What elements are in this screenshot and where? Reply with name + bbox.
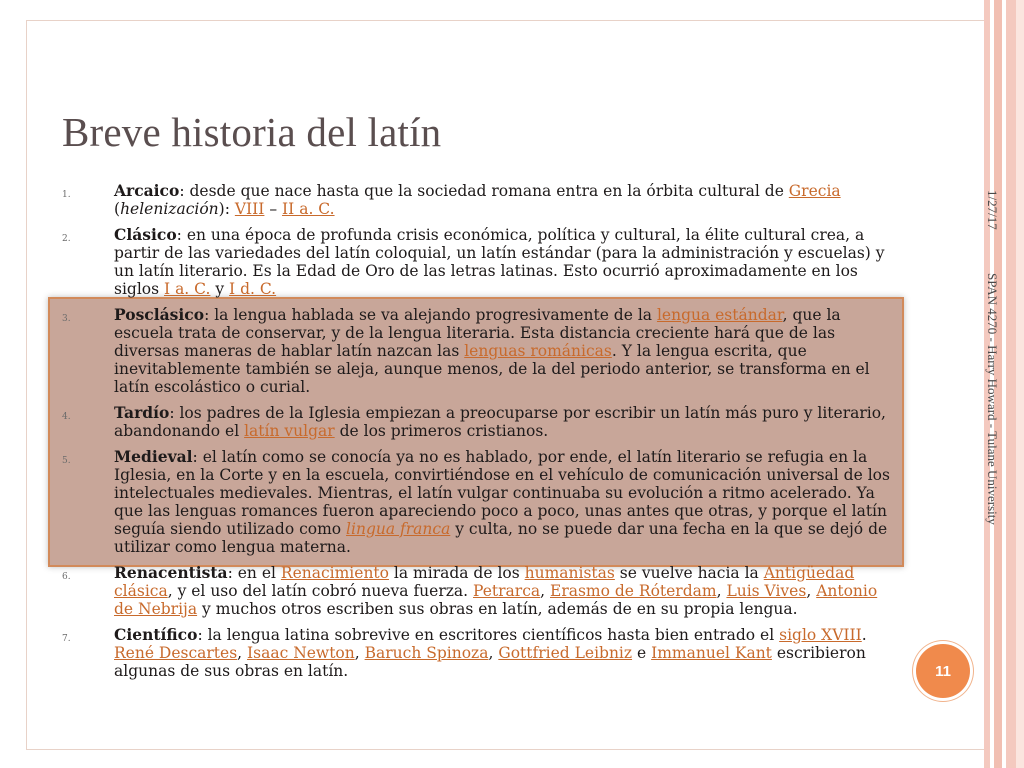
list-item xyxy=(62,306,892,396)
item-heading: Posclásico xyxy=(114,305,205,324)
item-link[interactable]: René Descartes xyxy=(114,644,238,662)
item-link[interactable]: lengua estándar xyxy=(656,306,783,324)
item-heading: Clásico xyxy=(114,225,177,244)
item-link[interactable]: I d. C. xyxy=(229,280,277,298)
item-text-segment: de los primeros cristianos. xyxy=(334,422,549,440)
item-number: 3. xyxy=(62,314,71,324)
item-text-segment: y culta, no se puede dar una fecha en la que se dejó de utilizar como lengua materna. xyxy=(114,520,888,556)
item-text xyxy=(114,404,892,440)
item-text-segment: : los padres de la Iglesia empiezan a preocuparse por escribir un latín más puro y literario, abandonando el xyxy=(114,404,886,440)
item-number: 7. xyxy=(62,634,71,644)
item-link[interactable]: II a. C. xyxy=(282,200,335,218)
item-text-segment: – xyxy=(264,200,283,218)
item-text-segment: , xyxy=(716,582,727,600)
item-text xyxy=(114,182,892,218)
item-link[interactable]: humanistas xyxy=(524,564,615,582)
item-link[interactable]: Baruch Spinoza xyxy=(364,644,489,662)
item-link[interactable]: Renacimiento xyxy=(280,564,389,582)
item-number: 6. xyxy=(62,572,71,582)
slide-title: Breve historia del latín xyxy=(62,109,442,155)
item-text-segment: : la lengua latina sobrevive en escritores científicos hasta bien entrado el xyxy=(197,626,780,644)
item-link[interactable]: VIII xyxy=(234,200,265,218)
item-text-segment: , xyxy=(354,644,365,662)
item-heading: Medieval xyxy=(114,447,193,466)
item-text-segment: ): xyxy=(218,200,235,218)
item-text-segment: , xyxy=(806,582,817,600)
item-text-segment: , y el uso del latín cobró nueva fuerza. xyxy=(167,582,474,600)
item-text-segment: : en el xyxy=(227,564,281,582)
item-link[interactable]: Antonio de Nebrija xyxy=(114,582,878,618)
item-text-segment: , que la escuela trata de conservar, y de la lengua literaria. Esta distancia creciente hará que de las diversas maneras de hablar latín nazcan las xyxy=(114,306,841,360)
list-item xyxy=(62,626,892,680)
list-item xyxy=(62,564,892,618)
item-link[interactable]: Immanuel Kant xyxy=(651,644,772,662)
list-item xyxy=(62,448,892,556)
item-text-segment: : en una época de profunda crisis económica, política y cultural, la élite cultural crea, a partir de las variedades del latín coloquial, un latín estándar (para la administración y escuelas) y un latín literario. Es la Edad de Oro de las letras latinas. Esto ocurrió aproximadamente en los siglos xyxy=(114,226,885,298)
slide-number-badge xyxy=(916,644,970,698)
list-item xyxy=(62,226,892,298)
item-text-segment: ( xyxy=(114,200,121,218)
item-link[interactable]: Erasmo de Róterdam xyxy=(550,582,717,600)
item-link[interactable]: lingua franca xyxy=(346,520,451,538)
stripe xyxy=(1006,0,1016,768)
item-link[interactable]: siglo XVIII xyxy=(779,626,862,644)
item-link[interactable]: Luis Vives xyxy=(726,582,807,600)
item-text-segment: : el latín como se conocía ya no es hablado, por ende, el latín literario se refugia en la Iglesia, en la Corte y en la escuela, convirtiéndose en el vehículo de comunicación universal de los intelectuales medievales. Mientras, el latín vulgar continuaba su evolución a ritmo acelerado. Ya que las lenguas romances fueron apareciendo poco a poco, unas antes que otras, y porque el latín seguía siendo utilizado como xyxy=(114,448,890,538)
item-heading: Renacentista xyxy=(114,563,228,582)
item-text-segment: : desde que nace hasta que la sociedad romana entra en la órbita cultural de xyxy=(179,182,789,200)
item-heading: Tardío xyxy=(114,403,170,422)
item-text-segment: se vuelve hacia la xyxy=(614,564,764,582)
item-text xyxy=(114,448,892,556)
item-text-segment: helenización xyxy=(120,200,219,218)
item-text-segment: y muchos otros escriben sus obras en latín, además de en su propia lengua. xyxy=(197,600,798,618)
list-item xyxy=(62,404,892,440)
item-text xyxy=(114,306,892,396)
item-link[interactable]: Isaac Newton xyxy=(247,644,355,662)
item-number: 1. xyxy=(62,190,71,200)
slide-number: 11 xyxy=(935,662,951,680)
item-number: 4. xyxy=(62,412,71,422)
item-text-segment: la mirada de los xyxy=(388,564,525,582)
course-footer: SPAN 4270 - Harry Howard - Tulane University xyxy=(985,272,1000,525)
item-text-segment: y xyxy=(210,280,230,298)
item-heading: Arcaico xyxy=(114,181,180,200)
item-text xyxy=(114,564,892,618)
list-item xyxy=(62,182,892,218)
side-footer xyxy=(976,190,1000,610)
item-link[interactable]: Gottfried Leibniz xyxy=(498,644,633,662)
stripe xyxy=(1016,0,1024,768)
item-heading: Científico xyxy=(114,625,198,644)
item-number: 5. xyxy=(62,456,71,466)
item-text xyxy=(114,226,892,298)
item-link[interactable]: I a. C. xyxy=(164,280,211,298)
item-text xyxy=(114,626,892,680)
item-link[interactable]: Grecia xyxy=(788,182,841,200)
item-text-segment: , xyxy=(488,644,499,662)
item-number: 2. xyxy=(62,234,71,244)
item-text-segment: : la lengua hablada se va alejando progresivamente de la xyxy=(204,306,657,324)
item-link[interactable]: Antigüedad clásica xyxy=(114,564,855,600)
item-link[interactable]: lenguas románicas xyxy=(464,342,612,360)
item-text-segment: escribieron algunas de sus obras en latín. xyxy=(114,644,866,680)
bullet-list xyxy=(62,182,892,688)
slide-date: 1/27/17 xyxy=(985,190,1000,230)
item-link[interactable]: Petrarca xyxy=(473,582,541,600)
item-link[interactable]: latín vulgar xyxy=(244,422,335,440)
item-text-segment: , xyxy=(540,582,550,600)
item-text-segment: , xyxy=(237,644,248,662)
item-text-segment: . xyxy=(861,626,867,644)
item-text-segment: . Y la lengua escrita, que inevitablemente también se aleja, aunque menos, de la del periodo anterior, se transforma en el latín escolástico o curial. xyxy=(114,342,870,396)
item-text-segment: e xyxy=(632,644,652,662)
